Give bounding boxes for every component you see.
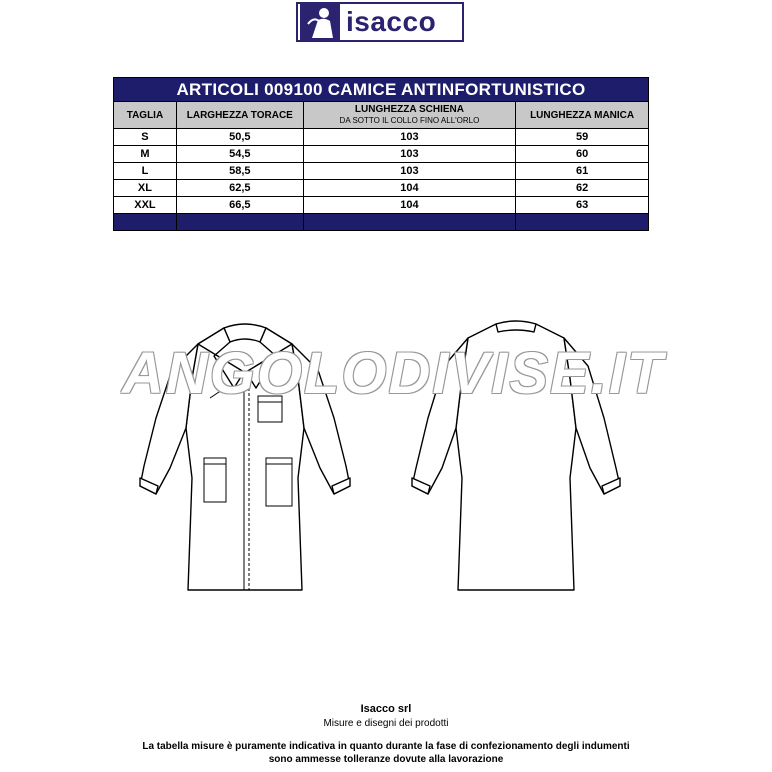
cell-taglia: XXL <box>114 197 177 214</box>
cell-torace: 62,5 <box>176 180 303 197</box>
brand-name: isacco <box>346 6 437 37</box>
cell-torace: 54,5 <box>176 146 303 163</box>
cell-schiena: 104 <box>303 197 516 214</box>
cell-manica: 60 <box>516 146 649 163</box>
cell-taglia: XL <box>114 180 177 197</box>
table-row <box>114 129 649 146</box>
header-taglia: TAGLIA <box>114 102 177 129</box>
cell-schiena: 103 <box>303 163 516 180</box>
table-header-row <box>114 102 649 129</box>
cell-taglia: M <box>114 146 177 163</box>
cell-torace: 58,5 <box>176 163 303 180</box>
cell-manica: 62 <box>516 180 649 197</box>
cell-taglia: L <box>114 163 177 180</box>
table-row <box>114 180 649 197</box>
watermark-text: ANGOLODIVISE.IT <box>122 341 665 406</box>
cell-manica: 61 <box>516 163 649 180</box>
cell-torace: 66,5 <box>176 197 303 214</box>
footer-company: Isacco srl <box>360 703 412 715</box>
size-table <box>113 77 649 231</box>
header-larghezza-torace: LARGHEZZA TORACE <box>176 102 303 129</box>
table-row <box>114 197 649 214</box>
table-row <box>114 163 649 180</box>
table-row <box>114 146 649 163</box>
table-title: ARTICOLI 009100 CAMICE ANTINFORTUNISTICO <box>114 78 649 102</box>
table-footer-band <box>114 214 649 231</box>
cell-torace: 50,5 <box>176 129 303 146</box>
footer-disclaimer-line1: La tabella misure è puramente indicativa in quanto durante la fase di confezionamento degli indumenti <box>142 741 630 752</box>
cell-manica: 63 <box>516 197 649 214</box>
cell-schiena: 104 <box>303 180 516 197</box>
cell-taglia: S <box>114 129 177 146</box>
footer-subtitle: Misure e disegni dei prodotti <box>323 718 449 729</box>
cell-schiena: 103 <box>303 146 516 163</box>
cell-manica: 59 <box>516 129 649 146</box>
header-lunghezza-schiena: LUNGHEZZA SCHIENA DA SOTTO IL COLLO FINO ALL'ORLO <box>303 102 516 129</box>
cell-schiena: 103 <box>303 129 516 146</box>
footer-disclaimer-line2: sono ammesse tolleranze dovute alla lavorazione <box>268 754 504 765</box>
brand-logo <box>296 2 464 42</box>
header-lunghezza-manica: LUNGHEZZA MANICA <box>516 102 649 129</box>
figure-emblem-icon <box>300 4 340 40</box>
